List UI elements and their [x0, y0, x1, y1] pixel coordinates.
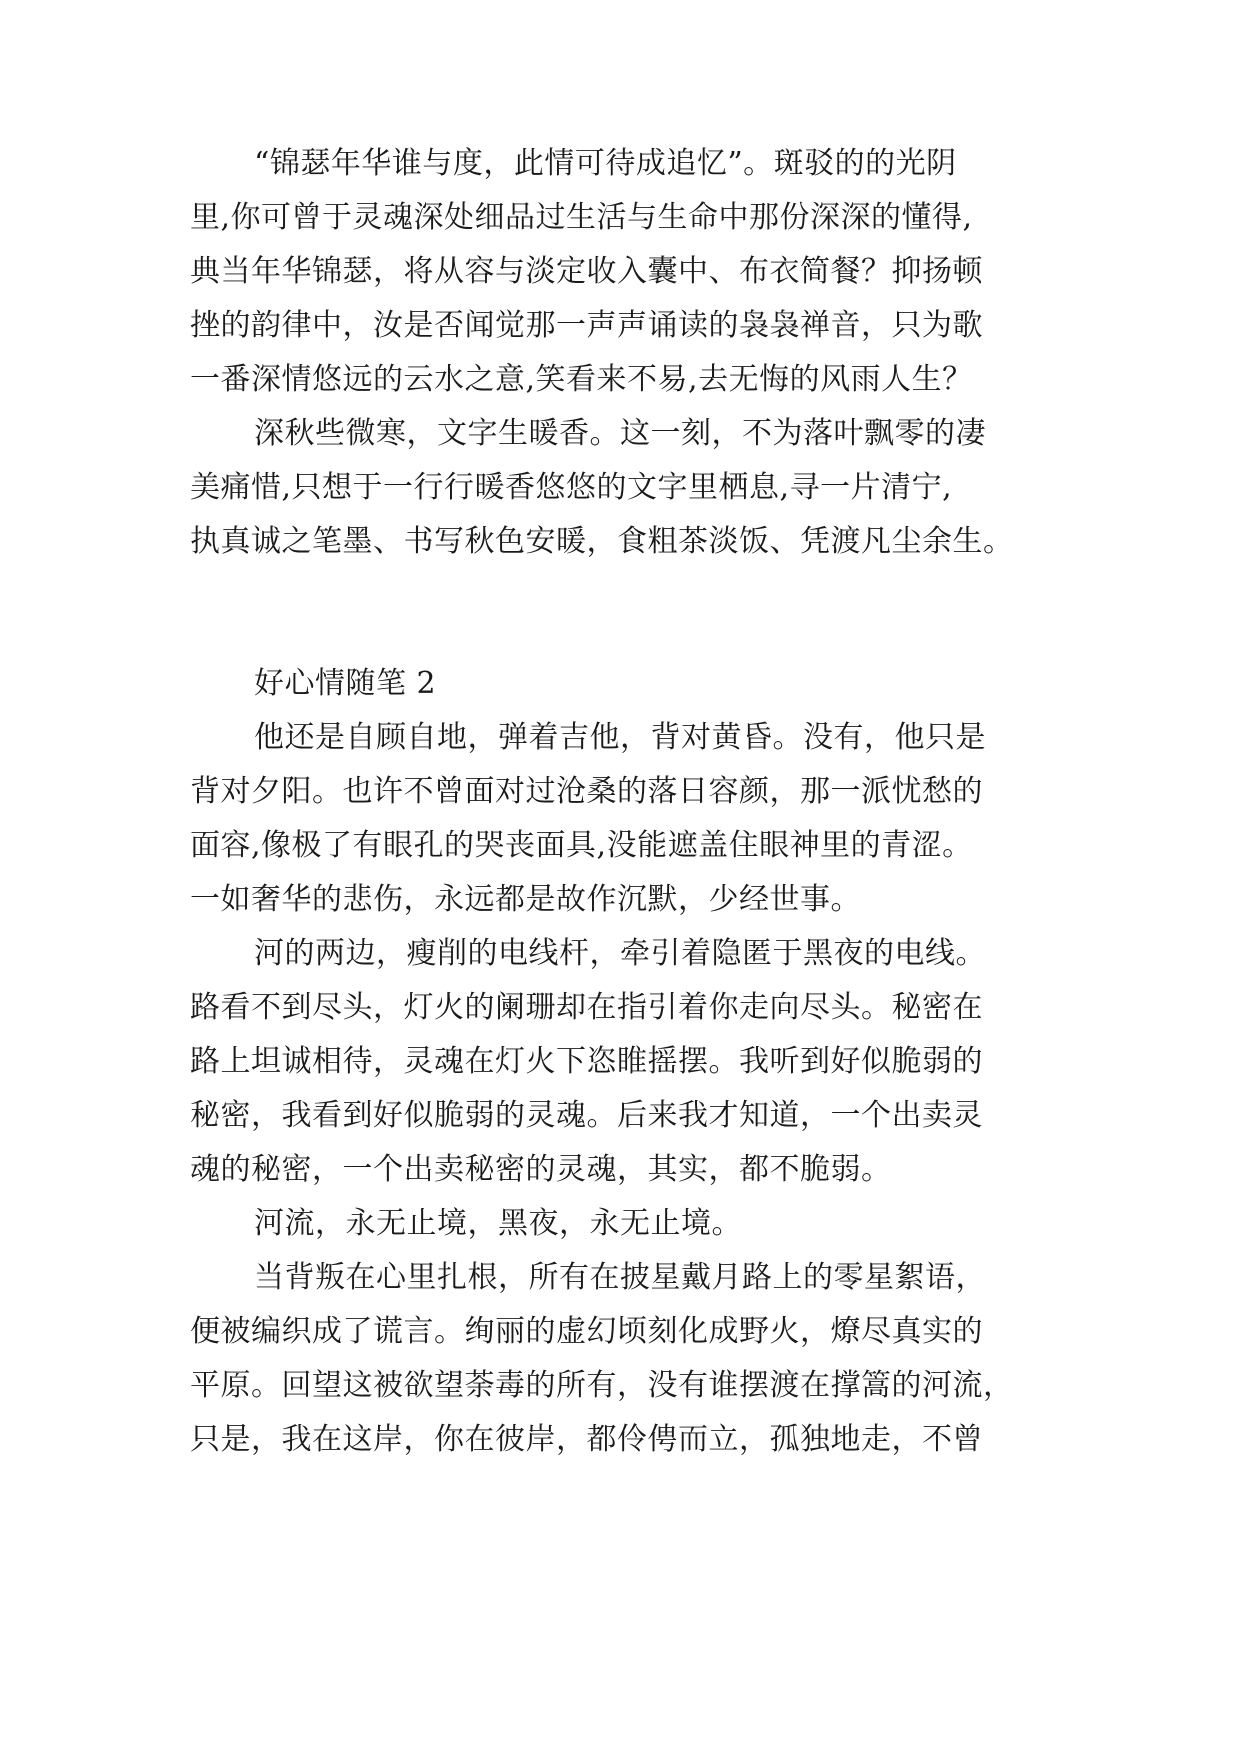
text-line: 河流，永无止境，黑夜，永无止境。	[254, 1206, 742, 1241]
text-line: 魂的秘密，一个出卖秘密的灵魂，其实，都不脆弱。	[190, 1152, 892, 1187]
text-line: 执真诚之笔墨、书写秋色安暖，食粗茶淡饭、凭渡凡尘余生。	[190, 524, 1014, 559]
text-line: 秘密，我看到好似脆弱的灵魂。后来我才知道，一个出卖灵	[190, 1098, 983, 1133]
text-line: 面容,像极了有眼孔的哭丧面具,没能遮盖住眼神里的青涩。	[190, 828, 973, 863]
text-line: 平原。回望这被欲望荼毒的所有，没有谁摆渡在撑篙的河流，	[190, 1368, 1014, 1403]
text-line: 典当年华锦瑟，将从容与淡定收入囊中、布衣简餐？抑扬顿	[190, 254, 983, 289]
text-line: 当背叛在心里扎根，所有在披星戴月路上的零星絮语，	[254, 1260, 986, 1295]
text-line: 挫的韵律中，汝是否闻觉那一声声诵读的袅袅禅音，只为歌	[190, 308, 983, 343]
text-line: 路看不到尽头，灯火的阑珊却在指引着你走向尽头。秘密在	[190, 990, 983, 1025]
text-line: 一如奢华的悲伤，永远都是故作沉默，少经世事。	[190, 882, 861, 917]
text-line: 只是，我在这岸，你在彼岸，都伶俜而立，孤独地走，不曾	[190, 1422, 983, 1457]
text-line: 美痛惜,只想于一行行暖香悠悠的文字里栖息,寻一片清宁,	[190, 470, 953, 505]
section-heading: 好心情随笔 2	[254, 666, 437, 701]
text-line: 一番深情悠远的云水之意,笑看来不易,去无悔的风雨人生？	[190, 362, 973, 397]
text-line: 便被编织成了谎言。绚丽的虚幻顷刻化成野火，燎尽真实的	[190, 1314, 983, 1349]
text-line: 他还是自顾自地，弹着吉他，背对黄昏。没有，他只是	[254, 720, 986, 755]
text-line: “锦瑟年华谁与度，此情可待成追忆”。斑驳的的光阴	[254, 146, 957, 181]
text-line: 路上坦诚相待，灵魂在灯火下恣睢摇摆。我听到好似脆弱的	[190, 1044, 983, 1079]
text-line: 背对夕阳。也许不曾面对过沧桑的落日容颜，那一派忧愁的	[190, 774, 983, 809]
text-line: 深秋些微寒，文字生暖香。这一刻，不为落叶飘零的凄	[254, 416, 986, 451]
text-line: 里,你可曾于灵魂深处细品过生活与生命中那份深深的懂得,	[190, 200, 973, 235]
text-line: 河的两边，瘦削的电线杆，牵引着隐匿于黑夜的电线。	[254, 936, 986, 971]
